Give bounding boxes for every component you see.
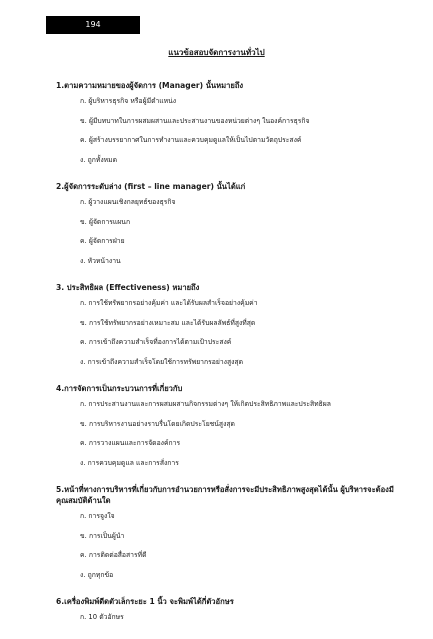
question-spacer xyxy=(56,633,409,639)
answer-option: ง. การควบคุมดูแล และการสั่งการ xyxy=(80,458,179,467)
answer-option: ก. การประสานงานและการผสมผสานกิจกรรมต่างๆ ให้เกิดประสิทธิภาพและประสิทธิผล xyxy=(80,400,331,408)
answer-option: ก. ผู้วางแผนเชิงกลยุทธ์ของธุรกิจ xyxy=(80,198,176,206)
question-text: 4.การจัดการเป็นกระบวนการที่เกี่ยวกับ xyxy=(56,384,183,393)
answer-option: ค. การเข้าถึงความสำเร็จที่องการได้ตามเป้าประสงค์ xyxy=(80,338,232,346)
question-text: 1.ตามความหมายของผู้จัดการ (Manager) นั้นหมายถึง xyxy=(56,81,244,90)
answer-option: ก. การใช้ทรัพยากรอย่างคุ้มค่า และได้รับผลสำเร็จอย่างคุ้มค่า xyxy=(80,299,258,307)
answer-option: ข. การใช้ทรัพยากรอย่างเหมาะสม และได้รับผลลัพธ์ที่สูงที่สุด xyxy=(80,318,256,327)
answer-option: ก. การจูงใจ xyxy=(80,512,115,520)
answer-option: ง. ถูกทุกข้อ xyxy=(80,570,114,579)
page-title: แนวข้อสอบจัดการงานทั่วไป xyxy=(168,48,265,57)
answer-option: ง. หัวหน้างาน xyxy=(80,256,121,265)
answer-option: ค. การวางแผนและการจัดองค์การ xyxy=(80,439,181,447)
answer-option: ก. ผู้บริหารธุรกิจ หรือผู้มีตำแหน่ง xyxy=(80,97,177,105)
answer-option: ข. การเป็นผู้นำ xyxy=(80,531,125,540)
answer-option: ค. ผู้สร้างบรรยากาศในการทำงานและควบคุมดูแลให้เป็นไปตามวัตถุประสงค์ xyxy=(80,136,302,144)
question-list xyxy=(56,80,409,639)
answer-option: ค. การติดต่อสื่อสารที่ดี xyxy=(80,551,147,559)
question-text: 2.ผู้จัดการระดับล่าง (first – line manager) นั้นได้แก่ xyxy=(56,182,246,191)
answer-option: ข. การบริหารงานอย่างราบรื่นโดยเกิดประโยชน์สูงสุด xyxy=(80,419,235,428)
question-text: 6.เครื่องพิมพ์ดีดตัวเล็กระยะ 1 นิ้ว จะพิมพ์ได้กี่ตัวอักษร xyxy=(56,597,234,606)
question-text: 5.หน้าที่ทางการบริหารที่เกี่ยวกับการอำนวยการหรือสั่งการจะมีประสิทธิภาพสูงสุดได้นั้น ผู้บริหารจะต้องมีคุณสมบัติด้านใด xyxy=(56,485,394,505)
answer-option: ข. ผู้มีบทบาทในการผสมผสานและประสานงานของหน่วยต่างๆ ในองค์การธุรกิจ xyxy=(80,116,310,125)
answer-option: ข. ผู้จัดการแผนก xyxy=(80,217,131,226)
answer-option: ง. การเข้าถึงความสำเร็จโดยใช้การทรัพยากรอย่างสูงสุด xyxy=(80,357,243,366)
page-number: 194 xyxy=(46,16,140,34)
question-text: 3. ประสิทธิผล (Effectiveness) หมายถึง xyxy=(56,283,200,292)
answer-option: ค. ผู้จัดการฝ่าย xyxy=(80,237,125,245)
answer-option: ก. 10 ตัวอักษร xyxy=(80,613,124,621)
answer-option: ง. ถูกทั้งหมด xyxy=(80,155,118,164)
